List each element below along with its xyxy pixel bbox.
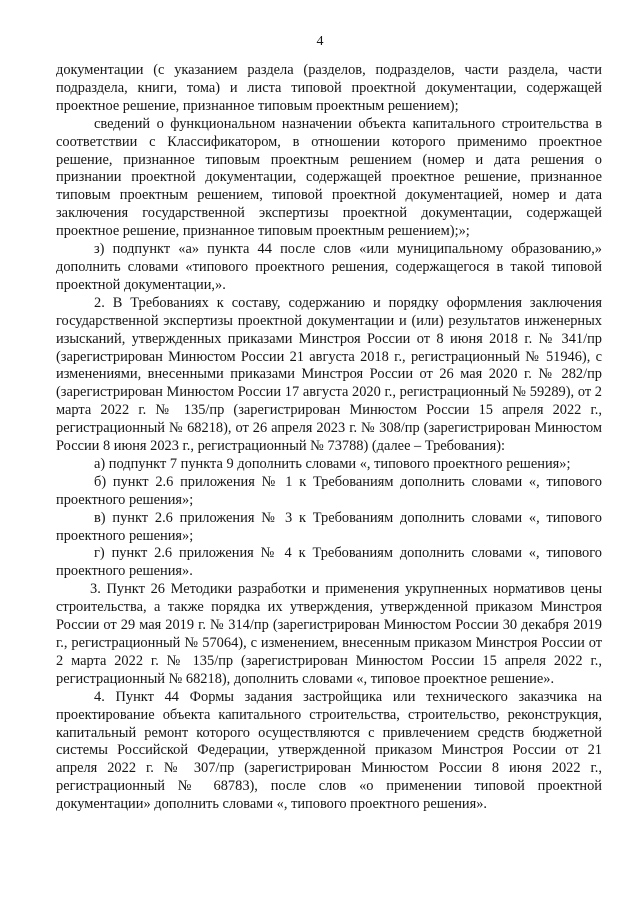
paragraph-point-4: 4. Пункт 44 Формы задания застройщика или технического заказчика на проектирование объекта капитального строительства, строительство, реконструкция, капитальный ремонт которого осуществляются с привлечением средств бюджетной системы Российской Федерации, утвержденной приказом Минстроя России от 21 апреля 2022 г. № 307/пр (зарегистрирован Минюстом России 8 июня 2022 г., регистрационный № 68783), после слов «о применении типовой проектной документации» дополнить словами «, типового проектного решения». [56, 688, 602, 813]
paragraph-subpoint-a: а) подпункт 7 пункта 9 дополнить словами «, типового проектного решения»; [94, 455, 571, 472]
paragraph-subpoint-g: г) пункт 2.6 приложения № 4 к Требованиям дополнить словами «, типового проектного решения». [56, 545, 602, 580]
paragraph-subpoint-b: б) пункт 2.6 приложения № 1 к Требованиям дополнить словами «, типового проектного решения»; [56, 473, 602, 508]
document-body [56, 62, 602, 814]
paragraph-functional-purpose: сведений о функциональном назначении объекта капитального строительства в соответствии с Классификатором, в отношении которого применимо проектное решение, признанное типовым проектным решением (номер и дата решения о признании проектной документации, содержащей проектное решение, признанное типовым проектным решением, типовой проектной документацией, номер и дата заключения государственной экспертизы проектной документации, содержащей проектное решение, признанное типовым проектным решением);»; [56, 115, 602, 240]
paragraph-point-2: 2. В Требованиях к составу, содержанию и порядку оформления заключения государственной экспертизы проектной документации и (или) результатов инженерных изысканий, утвержденных приказами Минстроя России от 8 июня 2018 г. № 341/пр (зарегистрирован Минюстом России 21 августа 2018 г., регистрационный № 51946), с изменениями, внесенными приказами Минстроя России от 26 мая 2020 г. № 282/пр (зарегистрирован Минюстом России 17 августа 2020 г., регистрационный № 59289), от 2 марта 2022 г. № 135/пр (зарегистрирован Минюстом России 15 апреля 2022 г., регистрационный № 68218), от 26 апреля 2023 г. № 308/пр (зарегистрирован Минюстом России 8 июня 2023 г., регистрационный № 73788) (далее – Требования): [56, 294, 602, 455]
paragraph-point-3: 3. Пункт 26 Методики разработки и применения укрупненных нормативов цены строительства, а также порядка их утверждения, утвержденной приказом Минстроя России от 29 мая 2019 г. № 314/пр (зарегистрирован Минюстом России 30 декабря 2019 г., регистрационный № 57064), с изменением, внесенным приказом Минстроя России от 2 марта 2022 г. № 135/пр (зарегистрирован Минюстом России 15 апреля 2022 г., регистрационный № 68218), дополнить словами «, типовое проектное решение». [56, 581, 602, 687]
paragraph-subpoint-z: з) подпункт «а» пункта 44 после слов «или муниципальному образованию,» дополнить словами «типового проектного решения, содержащегося в такой типовой проектной документации,». [56, 241, 602, 293]
paragraph-continuation: документации (с указанием раздела (разделов, подразделов, части раздела, части подраздела, книги, тома) и листа типовой проектной документации, содержащей проектное решение, признанное типовым проектным решением); [56, 62, 602, 114]
page-number: 4 [316, 34, 324, 49]
paragraph-subpoint-v: в) пункт 2.6 приложения № 3 к Требованиям дополнить словами «, типового проектного решения»; [56, 509, 602, 544]
